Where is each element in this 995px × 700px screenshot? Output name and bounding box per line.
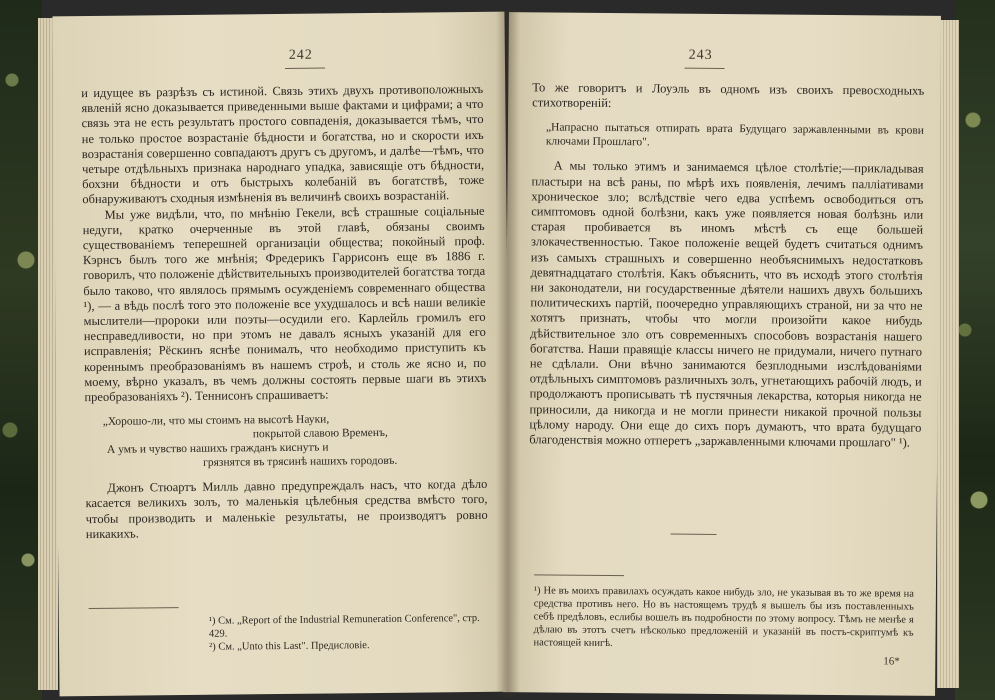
footnote-rule-left bbox=[89, 607, 179, 609]
footnote-right-1: ¹) Не въ моихъ правилахъ осуждать какое нибудь зло, не указывая въ то же время на средства противъ него. Но въ настоящемъ трудѣ я вышелъ бы изъ поставленныхъ себѣ предѣловъ, еслибы вошелъ въ подробности по этому вопросу. Тѣмъ не менѣе я дѣлаю въ этотъ счетъ нѣсколько предложеній и указаній въ постъ-скриптумѣ къ настоящей книгѣ. bbox=[533, 585, 914, 650]
left-paragraph-2: Мы уже видѣли, что, по мнѣнію Гекели, всѣ страшные соціальные недуги, кратко очерченные въ этой главѣ, обязаны своимъ существованіемъ теперешней организаціи общества; покойный проф. Кэрнсъ былъ того же мнѣнія; Фредерикъ Гаррисонъ еще въ 1886 г. говорилъ, что положеніе дѣйствительныхъ производителей богатства тогда было таково, что являлось прямымъ осужденіемъ современнаго общества ¹), — а вѣдь послѣ того это положеніе все ухудшалось и всѣ наши великіе мыслители—пророки или поэты—осудили его. Карлейль громилъ его несправедливости, но при этомъ не давалъ ясныхъ указаній для его исправленія; Рёскинъ яснѣе понималъ, что необходимо приступить къ кореннымъ преобразованіямъ въ нашемъ строѣ, и столь же ясно и, по моему, вѣрно указалъ, въ чемъ должны состоять первые шаги въ этихъ преобразованіяхъ ²). Теннисонъ спрашиваетъ: bbox=[82, 203, 487, 405]
left-page bbox=[52, 12, 511, 697]
book-gutter bbox=[496, 10, 520, 698]
quote-line-2: покрытой славою Временъ, bbox=[252, 427, 388, 441]
marbled-cover-left bbox=[0, 0, 42, 700]
right-page-body bbox=[529, 80, 924, 451]
quote-line-3: А умъ и чувство нашихъ гражданъ киснутъ и bbox=[106, 441, 329, 457]
page-number-rule-right bbox=[684, 68, 724, 69]
right-intro: То же говоритъ и Лоуэль въ одномъ изъ своихъ превосходныхъ стихотвореній: bbox=[532, 80, 925, 111]
left-page-body bbox=[81, 82, 488, 542]
lowell-quote: „Напрасно пытаться отпирать врата Будущаго заржавленными въ крови ключами Прошлаго". bbox=[545, 121, 925, 149]
page-number-right: 243 bbox=[688, 47, 713, 63]
footnotes-left bbox=[209, 612, 489, 654]
left-paragraph-1: и идущее въ разрѣзъ съ истиной. Связь этихъ двухъ противоположныхъ явленій ясно доказывается приведенными выше фактами и цифрами; а что связь эта не есть результатъ простого совпаденія, доказывается тѣмъ, что не только простое возрастаніе бѣдности и богатства, но и скорости ихъ возрастанія совершенно совпадаютъ другъ съ другомъ, и далѣе—тѣмъ, что четыре отдѣльныхъ признака народнаго упадка, зависящіе отъ бѣдности, бохзни бѣдности и отъ быстрыхъ колебаній въ богатствѣ, тоже обнаруживаютъ сходныя измѣненія въ величинѣ своихъ возрастаній. bbox=[81, 81, 485, 207]
left-paragraph-3: Джонъ Стюартъ Милль давно предупреждалъ насъ, что когда дѣло касается великихъ золъ, то маленькія цѣлебныя средства вмѣсто того, чтобы производить и маленькіе результаты, не производятъ ровно никакихъ. bbox=[85, 477, 488, 541]
page-number-rule-left bbox=[285, 68, 325, 69]
quote-line-1: „Хорошо-ли, что мы стоимъ на высотѣ Науки, bbox=[102, 413, 330, 429]
page-edges-right bbox=[937, 20, 959, 688]
footnotes-right bbox=[533, 584, 914, 652]
right-paragraph: А мы только этимъ и занимаемся цѣлое столѣтіе;—прикладывая пластыри на всѣ раны, по мѣрѣ ихъ появленія, лечимъ палліативами хроническое зло; вслѣдствіе чего едва успѣемъ освободиться отъ симптомовъ одной болѣзни, какъ уже появляется новая болѣзнь или старая пробивается въ иномъ мѣстѣ съ еще большей злокачественностью. Такое положеніе вещей будетъ считаться однимъ изъ самыхъ страшныхъ и совершенно необъяснимыхъ недостатковъ девятнадцатаго столѣтія. Какъ объяснить, что въ исходѣ этого столѣтія ни законодатели, ни государственные дѣятели нашихъ двухъ большихъ политическихъ партій, поочередно управляющихъ страной, ни за что не хотятъ признать, чтобы что могли произойти какое нибудь дѣйствительное зло отъ современныхъ способовъ возрастанія нашего богатства. Наши правящіе классы ничего не придумали, ничего путнаго не сдѣлали. Они вѣчно занимаются безплодными изслѣдованіями отдѣльныхъ симптомовъ различныхъ золъ, угнетающихъ рабочій людъ, и продолжаютъ прописывать тѣ пустячныя лекарства, которыя никогда не приносили, да никогда и не могли принести никакой прочной пользы цѣлому народу. Они еще до сихъ поръ думаютъ, что врата будущаго благоденствія можно отперетъ „заржавленными ключами прошлаго" ¹). bbox=[529, 158, 924, 450]
footnote-left-1: ¹) См. „Report of the Industrial Remuneration Conference", стр. 429. bbox=[208, 612, 480, 640]
right-page bbox=[503, 12, 941, 696]
page-number-left: 242 bbox=[288, 47, 313, 63]
quote-line-4: грязнятся въ трясинѣ нашихъ городовъ. bbox=[203, 455, 398, 470]
footnote-left-2: ²) См. „Unto this Last". Предисловіе. bbox=[209, 640, 370, 653]
footnote-rule-right bbox=[534, 574, 624, 576]
section-rule-right bbox=[670, 534, 716, 535]
marbled-cover-right bbox=[955, 0, 995, 700]
tennyson-quote bbox=[103, 411, 488, 471]
signature-mark: 16* bbox=[883, 655, 900, 668]
